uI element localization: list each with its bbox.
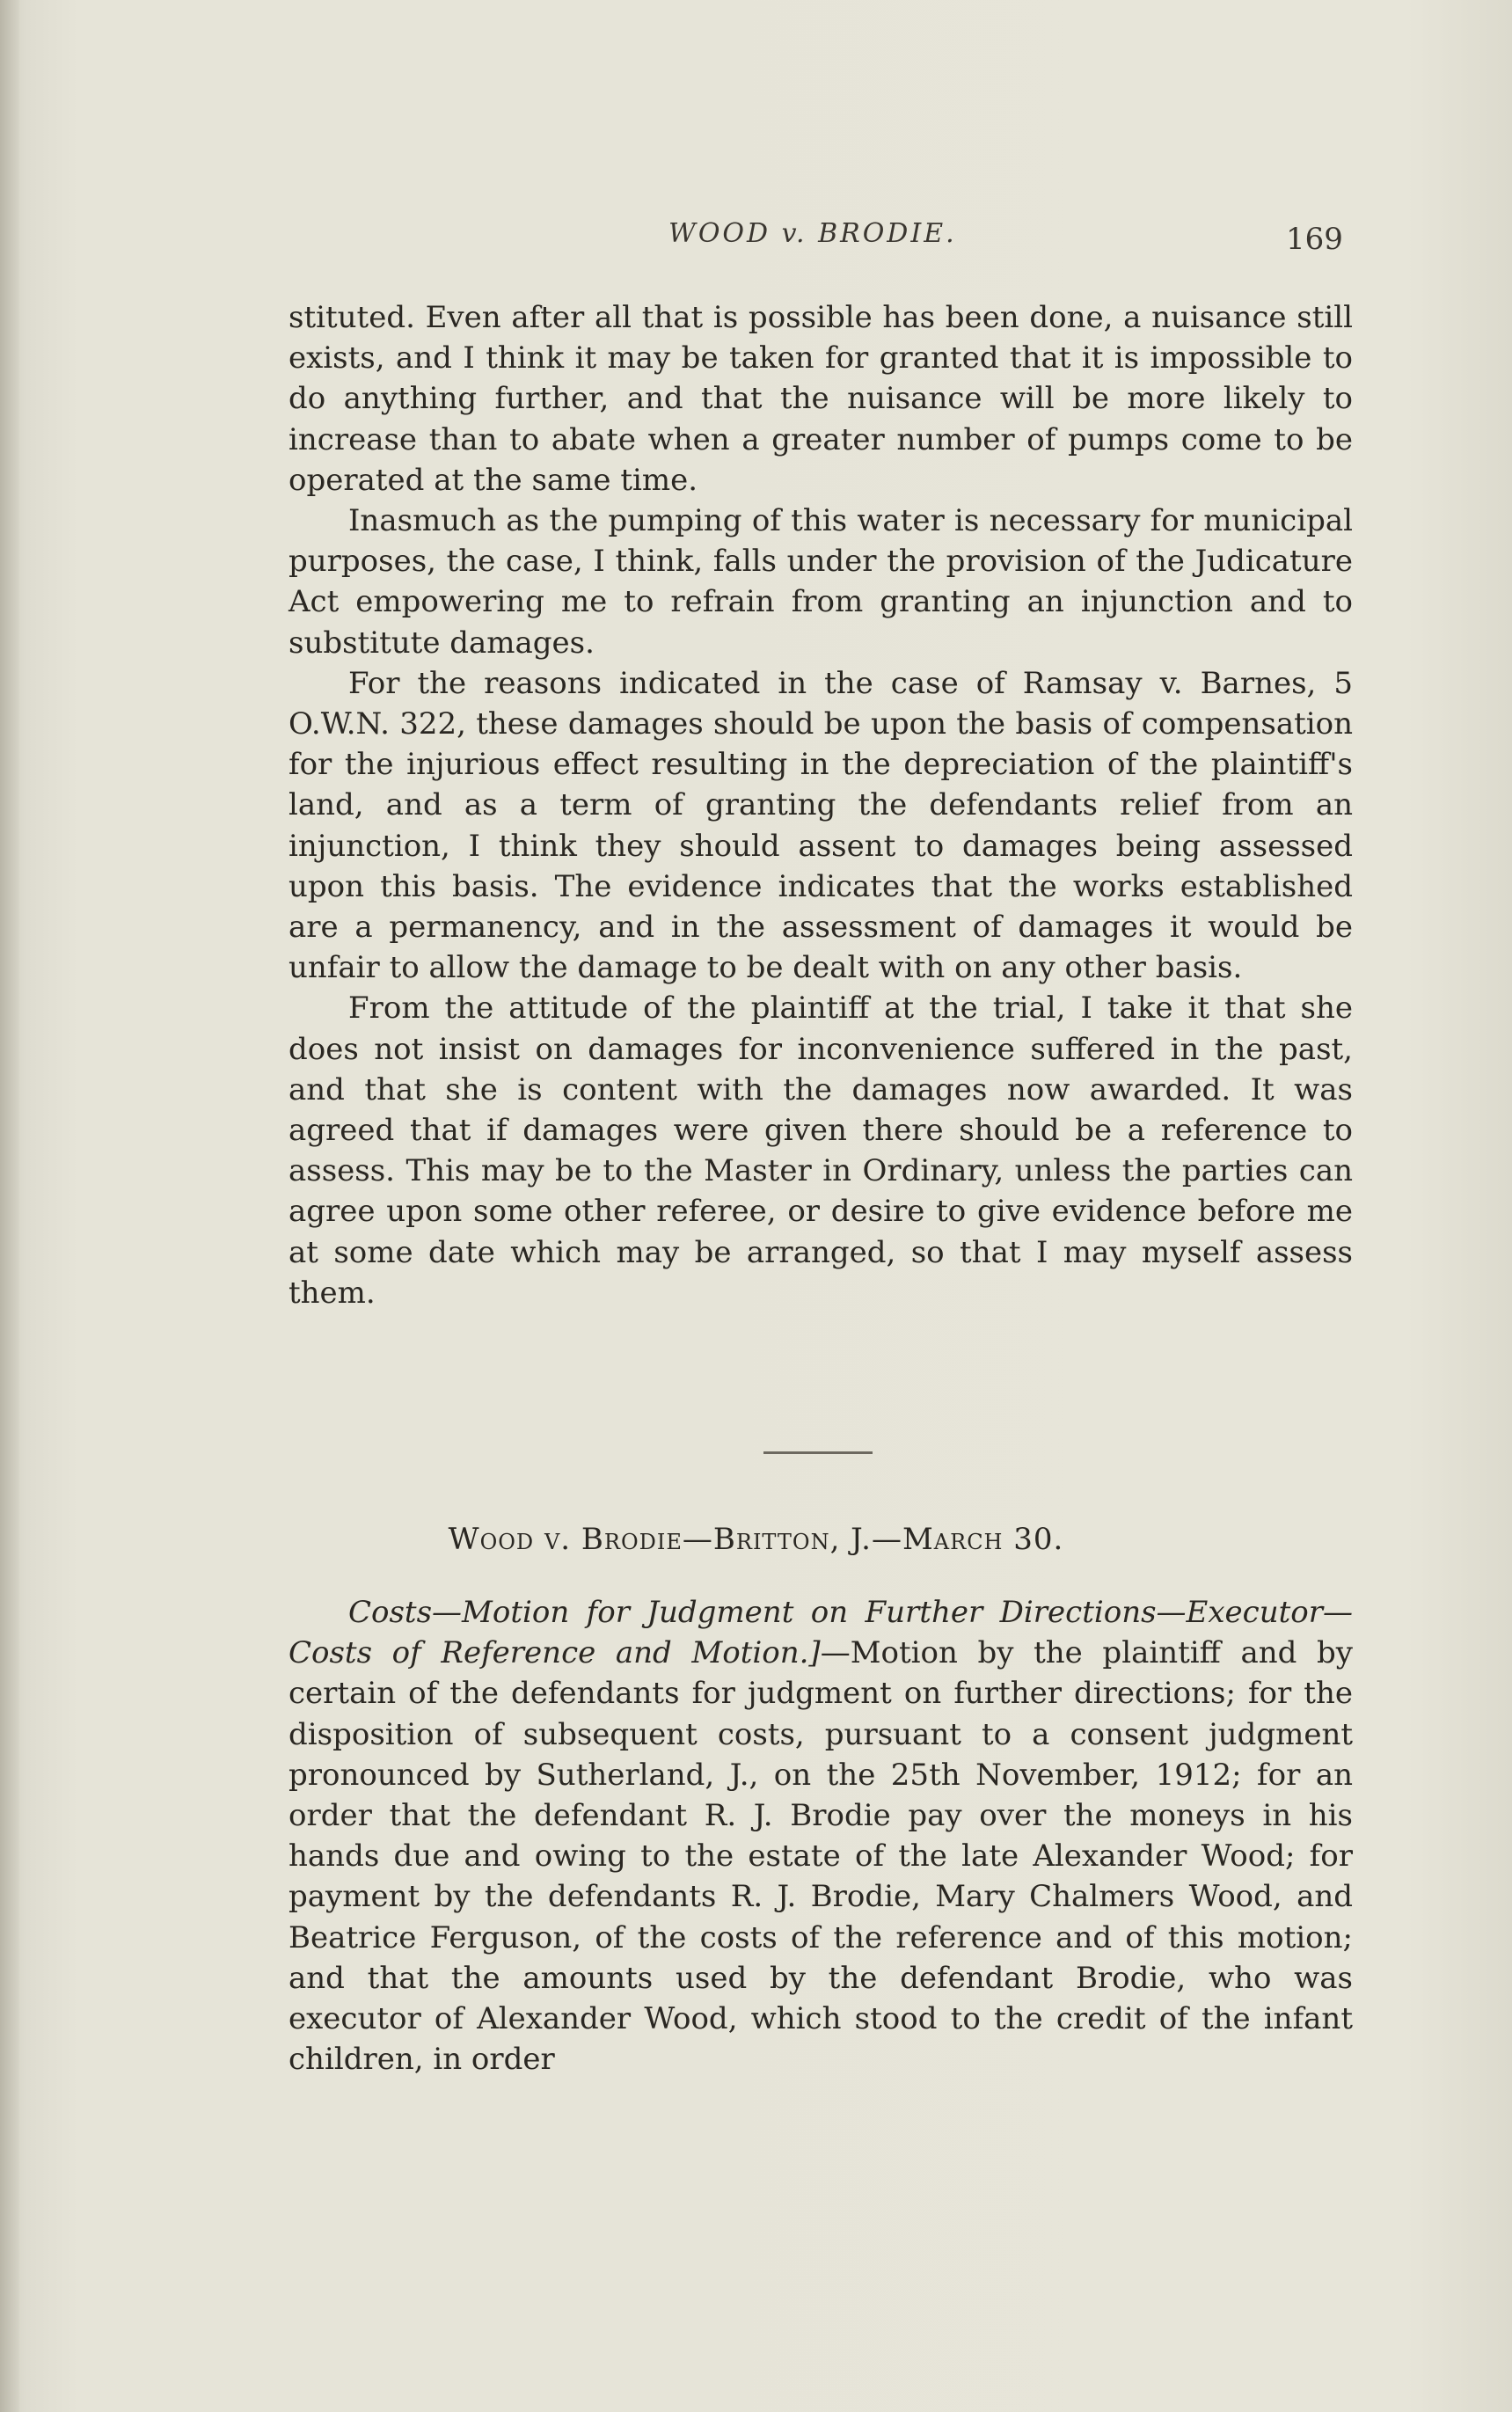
case-text: —Motion by the plaintiff and by certain of the defendants for judgment on further directions; for the disposition of subsequent costs, pursuant to a consent judgment pronounced by Sutherland, J., on the 25th November, 1912; for an order that the defendant R. J. Brodie pay over the moneys in his hands due and owing to the estate of the late Alexander Wood; for payment by the defendants R. J. Brodie, Mary Chalmers Wood, and Beatrice Ferguson, of the costs of the reference and of this motion; and that the amounts used by the defendant Brodie, who was executor of Alexander Wood, which stood to the credit of the infant children, in order bbox=[289, 1635, 1353, 2078]
running-head: WOOD v. BRODIE. bbox=[668, 218, 957, 249]
main-text bbox=[289, 297, 1353, 1313]
case-report bbox=[289, 1592, 1353, 2079]
paragraph: From the attitude of the plaintiff at the trial, I take it that she does not insist on damages for inconvenience suffered in the past, and that she is content with the damages now awarded. It was agreed that if damages were given there should be a reference to assess. This may be to the Master in Ordinary, unless the parties can agree upon some other referee, or desire to give evidence before me at some date which may be arranged, so that I may myself assess them. bbox=[289, 990, 1353, 1311]
page-number: 169 bbox=[1286, 222, 1343, 257]
page-header bbox=[0, 218, 1512, 271]
paragraph: For the reasons indicated in the case of Ramsay v. Barnes, 5 O.W.N. 322, these damages should be upon the basis of compensation for the injurious effect resulting in the depreciation of the plaintiff's land, and as a term of granting the defendants relief from an injunction, I think they should assent to damages being assessed upon this basis. The evidence indicates that the works established are a permanency, and in the assessment of damages it would be unfair to allow the damage to be dealt with on any other basis. bbox=[289, 665, 1353, 986]
case-heading: Wood v. Brodie—Britton, J.—March 30. bbox=[448, 1522, 1064, 1557]
page-binding-edge bbox=[0, 0, 19, 2412]
case-paragraph bbox=[289, 1592, 1353, 2079]
paragraph: Inasmuch as the pumping of this water is necessary for municipal purposes, the case, I think, falls under the provision of the Judicature Act empowering me to refrain from granting an injunction and to substitute damages. bbox=[289, 503, 1353, 661]
paragraph-continuation: stituted. Even after all that is possible has been done, a nuisance still exists, and I think it may be taken for granted that it is impossible to do anything further, and that the nuisance will be more likely to increase than to abate when a greater number of pumps come to be operated at the same time. bbox=[289, 300, 1353, 498]
case-headnote: Costs—Motion for Judgment on Further Directions—Executor—Costs of Reference and Motion.] bbox=[289, 1595, 1353, 1671]
section-divider bbox=[763, 1451, 873, 1454]
